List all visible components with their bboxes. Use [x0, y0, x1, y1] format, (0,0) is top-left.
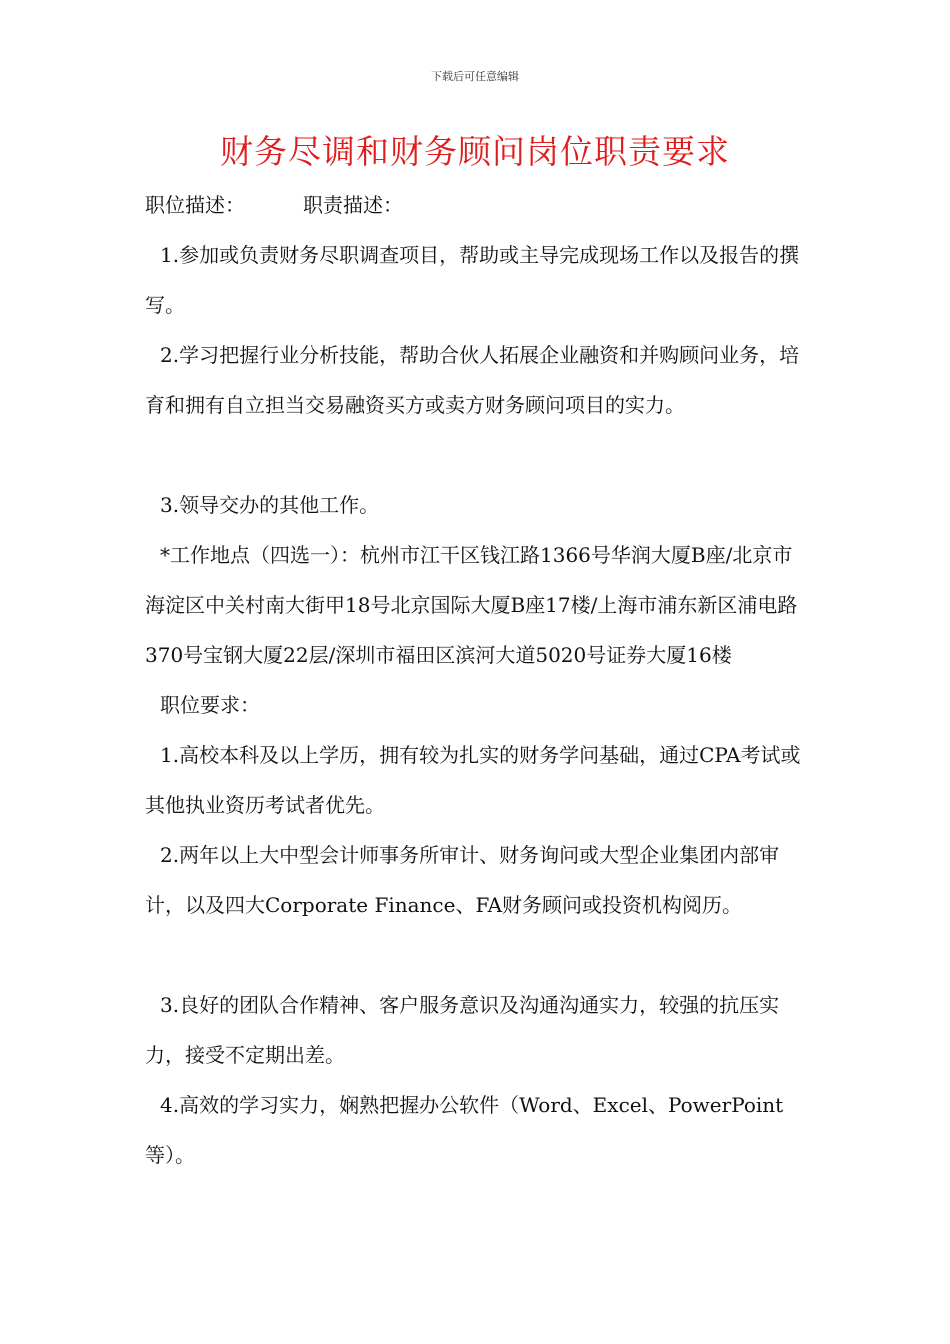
blank-line [145, 430, 810, 480]
requirement-item-4: 4.高效的学习实力，娴熟把握办公软件（Word、Excel、PowerPoint等）。 [145, 1093, 784, 1167]
requirement-item-3: 3.良好的团队合作精神、客户服务意识及沟通沟通实力，较强的抗压实力，接受不定期出差。 [145, 993, 780, 1067]
section-headings-row [145, 180, 810, 230]
document-body [145, 180, 810, 1180]
requirements-heading: 职位要求： [160, 693, 260, 717]
duty-description-heading: 职责描述： [303, 193, 403, 217]
document-title: 财务尽调和财务顾问岗位职责要求 [220, 132, 730, 171]
duty-item-2: 2.学习把握行业分析技能，帮助合伙人拓展企业融资和并购顾问业务，培育和拥有自立担当交易融资买方或卖方财务顾问项目的实力。 [145, 343, 800, 417]
job-description-heading: 职位描述： [145, 193, 245, 217]
blank-line [145, 930, 810, 980]
duty-item-3: 3.领导交办的其他工作。 [160, 493, 380, 517]
duty-item-1: 1.参加或负责财务尽职调查项目，帮助或主导完成现场工作以及报告的撰写。 [145, 243, 800, 317]
requirement-item-1: 1.高校本科及以上学历，拥有较为扎实的财务学问基础，通过CPA考试或其他执业资历考试者优先。 [145, 743, 801, 817]
requirement-item-2: 2.两年以上大中型会计师事务所审计、财务询问或大型企业集团内部审计，以及四大Corporate Finance、FA财务顾问或投资机构阅历。 [145, 843, 780, 917]
work-location: *工作地点（四选一）：杭州市江干区钱江路1366号华润大厦B座/北京市海淀区中关村南大街甲18号北京国际大厦B座17楼/上海市浦东新区浦电路370号宝钢大厦22层/深圳市福田区滨河大道5020号证券大厦16楼 [145, 543, 798, 667]
header-note: 下载后可任意编辑 [431, 70, 519, 83]
